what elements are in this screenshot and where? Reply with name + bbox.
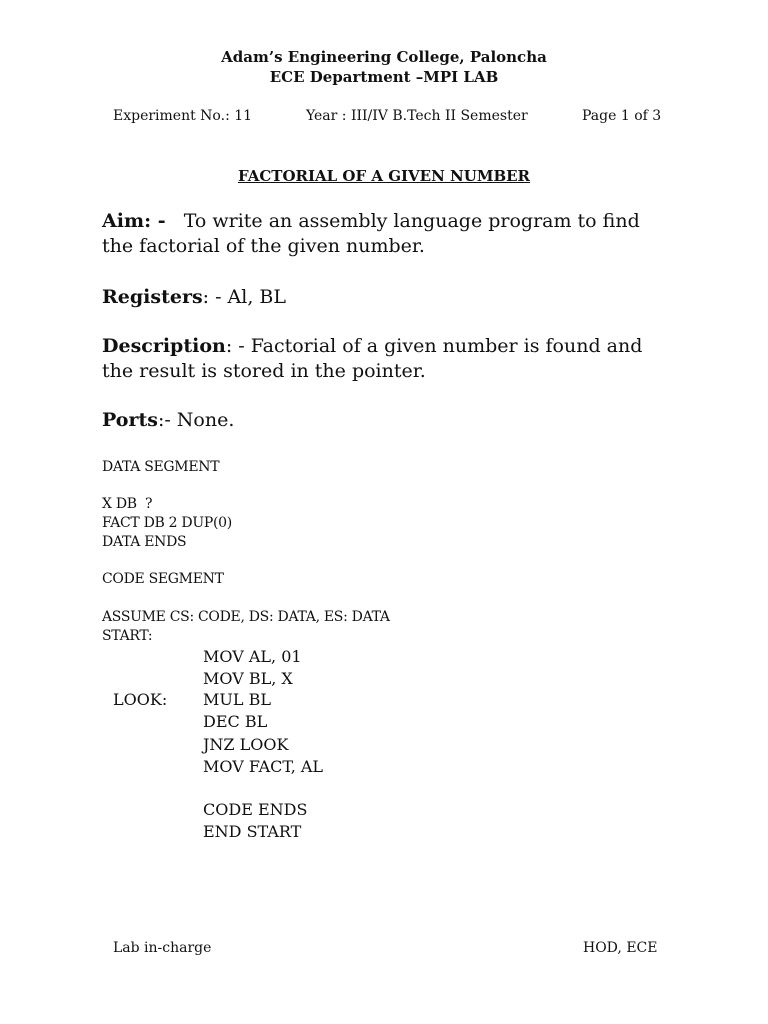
code-end-start: END START [203, 822, 302, 841]
department-name: ECE Department –MPI LAB [269, 68, 499, 86]
registers-label: Registers [102, 286, 203, 308]
registers-paragraph [102, 285, 662, 310]
page-number: Page 1 of 3 [582, 108, 662, 124]
ports-paragraph [102, 408, 662, 433]
document-title: FACTORIAL OF A GIVEN NUMBER [237, 167, 531, 185]
code-code-segment: CODE SEGMENT [102, 571, 224, 587]
aim-paragraph [102, 209, 662, 259]
code-instruction: MOV AL, 01 [203, 647, 302, 666]
registers-text: : - Al, BL [202, 286, 287, 308]
code-look-label: LOOK: [113, 690, 168, 709]
code-instruction: DEC BL [203, 712, 268, 731]
ports-label: Ports [102, 409, 158, 431]
hod-signature-label: HOD, ECE [583, 940, 658, 956]
code-instruction: MOV BL, X [203, 669, 293, 688]
description-text: : - Factorial of a given number is found and the result is stored in the pointer. [102, 335, 643, 382]
description-label: Description [102, 335, 226, 357]
aim-label: Aim: - [102, 210, 166, 232]
code-code-ends: CODE ENDS [203, 800, 308, 819]
code-data-segment: DATA SEGMENT [102, 459, 220, 475]
year-semester: Year : III/IV B.Tech II Semester [306, 108, 528, 124]
code-x-db: X DB ? [102, 496, 153, 512]
code-instruction: MOV FACT, AL [203, 757, 324, 776]
code-start-label: START: [102, 628, 153, 644]
code-assume: ASSUME CS: CODE, DS: DATA, ES: DATA [102, 609, 390, 625]
ports-text: :- None. [157, 409, 235, 431]
lab-in-charge-signature-label: Lab in-charge [113, 940, 212, 956]
code-data-ends: DATA ENDS [102, 534, 187, 550]
aim-text: To write an assembly language program to find the factorial of the given number. [102, 210, 646, 257]
description-paragraph [102, 334, 662, 384]
code-fact-db: FACT DB 2 DUP(0) [102, 515, 232, 531]
code-instruction: JNZ LOOK [203, 735, 289, 754]
code-instruction: MUL BL [203, 690, 271, 709]
experiment-number: Experiment No.: 11 [113, 108, 253, 124]
college-name: Adam’s Engineering College, Paloncha [221, 48, 547, 66]
